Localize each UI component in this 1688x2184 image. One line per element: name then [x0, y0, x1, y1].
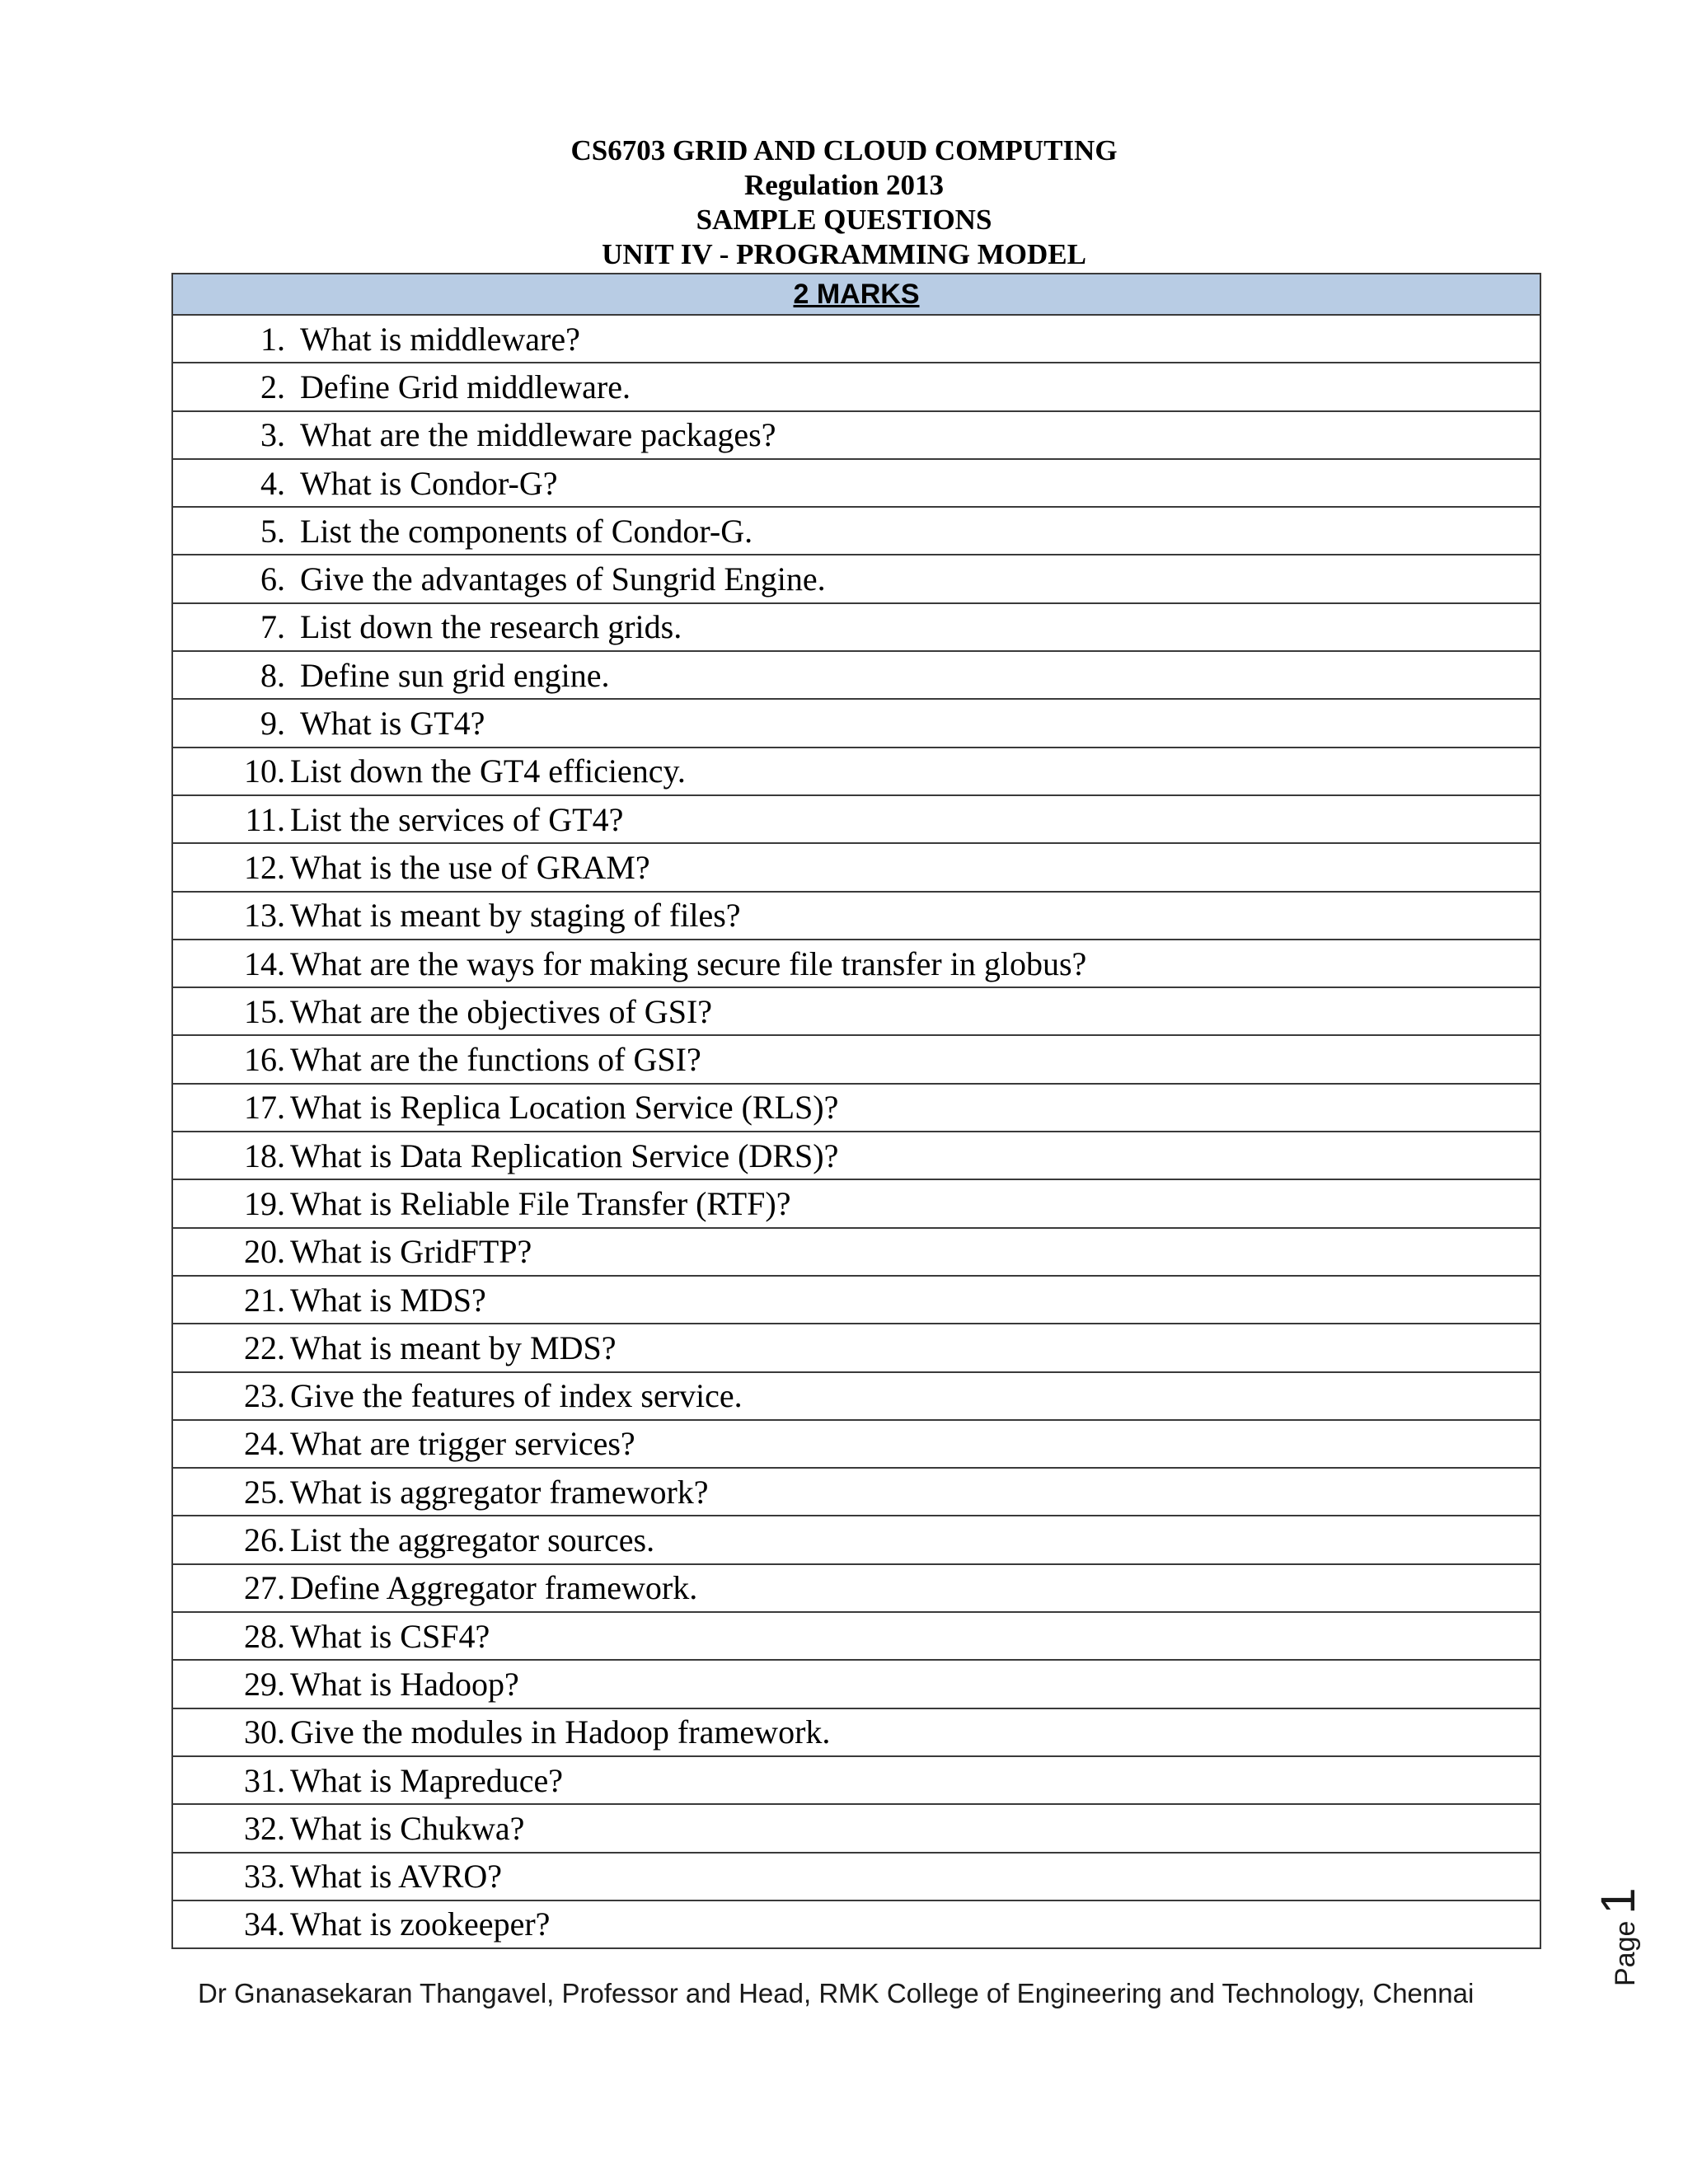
- question-number: 11.: [245, 800, 285, 838]
- question-text: What is Data Replication Service (DRS)?: [290, 1137, 839, 1174]
- question-number: 10.: [244, 752, 285, 790]
- question-number: 33.: [244, 1858, 285, 1896]
- question-text: What is zookeeper?: [290, 1905, 551, 1943]
- question-text: What is meant by MDS?: [290, 1329, 617, 1366]
- question-number: 23.: [244, 1377, 285, 1415]
- table-row: [172, 459, 1540, 507]
- question-number: 32.: [244, 1809, 285, 1847]
- question-number: 12.: [244, 848, 285, 886]
- table-header-row: [172, 274, 1540, 315]
- table-row: [172, 1179, 1540, 1227]
- question-cell: [172, 940, 1540, 987]
- question-number: 1.: [260, 320, 285, 358]
- question-text: What is CSF4?: [290, 1617, 490, 1655]
- question-cell: [172, 1756, 1540, 1804]
- question-text: What is aggregator framework?: [290, 1473, 709, 1511]
- question-number: 4.: [260, 464, 285, 502]
- question-text: Define Grid middleware.: [300, 368, 631, 405]
- question-text: What is GridFTP?: [290, 1233, 532, 1271]
- table-row: [172, 1756, 1540, 1804]
- question-cell: [172, 1564, 1540, 1612]
- question-number: 31.: [244, 1761, 285, 1799]
- question-cell: [172, 411, 1540, 459]
- question-text: What is Chukwa?: [290, 1809, 525, 1847]
- question-cell: [172, 1179, 1540, 1227]
- question-number: 13.: [244, 897, 285, 935]
- table-row: [172, 795, 1540, 843]
- table-row: [172, 1900, 1540, 1948]
- question-number: 14.: [244, 944, 285, 982]
- question-text: What is the use of GRAM?: [290, 848, 650, 886]
- table-row: [172, 892, 1540, 940]
- table-row: [172, 555, 1540, 602]
- table-row: [172, 363, 1540, 410]
- question-number: 16.: [244, 1041, 285, 1079]
- question-text: What are the functions of GSI?: [290, 1041, 701, 1079]
- question-number: 25.: [244, 1473, 285, 1511]
- question-cell: [172, 892, 1540, 940]
- question-cell: [172, 1420, 1540, 1468]
- question-number: 2.: [260, 368, 285, 405]
- question-text: Define sun grid engine.: [300, 656, 610, 694]
- table-row: [172, 603, 1540, 651]
- question-cell: [172, 507, 1540, 555]
- question-number: 34.: [244, 1905, 285, 1943]
- footer-author: Dr Gnanasekaran Thangavel, Professor and Head, RMK College of Engineering and Technology, Chennai: [198, 1978, 1475, 2008]
- page-label: Page: [1610, 1920, 1641, 1986]
- question-text: What are the objectives of GSI?: [290, 992, 713, 1030]
- question-text: Define Aggregator framework.: [290, 1569, 698, 1607]
- question-cell: [172, 1132, 1540, 1179]
- table-row: [172, 1612, 1540, 1660]
- question-cell: [172, 1804, 1540, 1852]
- question-cell: [172, 1372, 1540, 1420]
- question-cell: [172, 843, 1540, 891]
- table-row: [172, 1853, 1540, 1900]
- table-row: [172, 843, 1540, 891]
- table-row: [172, 1468, 1540, 1516]
- document-type: SAMPLE QUESTIONS: [696, 204, 992, 236]
- question-cell: [172, 1084, 1540, 1132]
- question-cell: [172, 699, 1540, 747]
- question-cell: [172, 1324, 1540, 1371]
- question-cell: [172, 1900, 1540, 1948]
- question-number: 19.: [244, 1184, 285, 1222]
- question-number: 5.: [260, 512, 285, 550]
- table-row: [172, 699, 1540, 747]
- question-text: What is Mapreduce?: [290, 1761, 563, 1799]
- question-cell: [172, 1853, 1540, 1900]
- questions-body: [172, 315, 1540, 1948]
- question-text: List the aggregator sources.: [290, 1521, 655, 1559]
- table-row: [172, 1708, 1540, 1756]
- question-number: 24.: [244, 1425, 285, 1463]
- question-number: 3.: [260, 416, 285, 454]
- question-cell: [172, 1228, 1540, 1276]
- question-text: What is Condor-G?: [300, 464, 558, 502]
- question-cell: [172, 1035, 1540, 1083]
- page-marker: [1591, 1879, 1657, 1986]
- question-text: Give the advantages of Sungrid Engine.: [300, 560, 826, 598]
- question-cell: [172, 363, 1540, 410]
- question-cell: [172, 987, 1540, 1035]
- question-number: 22.: [244, 1329, 285, 1366]
- question-number: 30.: [244, 1713, 285, 1751]
- table-row: [172, 651, 1540, 699]
- question-text: Give the modules in Hadoop framework.: [290, 1713, 831, 1751]
- question-cell: [172, 1276, 1540, 1324]
- table-row: [172, 411, 1540, 459]
- question-text: What is Hadoop?: [290, 1665, 519, 1703]
- table-row: [172, 1228, 1540, 1276]
- regulation-line: Regulation 2013: [743, 169, 945, 201]
- question-text: What are the middleware packages?: [300, 416, 776, 454]
- table-row: [172, 940, 1540, 987]
- table-row: [172, 1564, 1540, 1612]
- table-row: [172, 1324, 1540, 1371]
- question-number: 28.: [244, 1617, 285, 1655]
- question-number: 27.: [244, 1569, 285, 1607]
- question-number: 29.: [244, 1665, 285, 1703]
- question-text: What is Reliable File Transfer (RTF)?: [290, 1184, 791, 1222]
- table-row: [172, 748, 1540, 795]
- question-text: What are trigger services?: [290, 1425, 635, 1463]
- course-title: CS6703 GRID AND CLOUD COMPUTING: [570, 134, 1118, 166]
- question-cell: [172, 1468, 1540, 1516]
- section-heading: 2 MARKS: [172, 274, 1540, 315]
- question-cell: [172, 1660, 1540, 1708]
- question-number: 26.: [244, 1521, 285, 1559]
- question-text: What is Replica Location Service (RLS)?: [290, 1089, 839, 1127]
- table-row: [172, 1372, 1540, 1420]
- question-text: What is middleware?: [300, 320, 580, 358]
- table-row: [172, 1804, 1540, 1852]
- question-text: List the services of GT4?: [290, 800, 624, 838]
- question-text: What is MDS?: [290, 1281, 486, 1319]
- table-row: [172, 1084, 1540, 1132]
- question-text: List the components of Condor-G.: [300, 512, 753, 550]
- question-cell: [172, 651, 1540, 699]
- table-row: [172, 507, 1540, 555]
- question-text: What is GT4?: [300, 705, 485, 743]
- question-number: 7.: [260, 608, 285, 646]
- question-cell: [172, 459, 1540, 507]
- question-cell: [172, 1516, 1540, 1563]
- table-row: [172, 1420, 1540, 1468]
- unit-title: UNIT IV - PROGRAMMING MODEL: [602, 238, 1086, 270]
- table-row: [172, 1516, 1540, 1563]
- question-text: List down the research grids.: [300, 608, 682, 646]
- table-row: [172, 315, 1540, 363]
- table-row: [172, 1660, 1540, 1708]
- question-cell: [172, 748, 1540, 795]
- table-row: [172, 1035, 1540, 1083]
- question-cell: [172, 1708, 1540, 1756]
- question-cell: [172, 1612, 1540, 1660]
- table-row: [172, 987, 1540, 1035]
- table-row: [172, 1276, 1540, 1324]
- question-cell: [172, 555, 1540, 602]
- question-number: 6.: [260, 560, 285, 598]
- question-text: What are the ways for making secure file transfer in globus?: [290, 944, 1087, 982]
- question-number: 18.: [244, 1137, 285, 1174]
- question-number: 21.: [244, 1281, 285, 1319]
- question-number: 8.: [260, 656, 285, 694]
- question-number: 15.: [244, 992, 285, 1030]
- question-text: List down the GT4 efficiency.: [290, 752, 686, 790]
- table-row: [172, 1132, 1540, 1179]
- questions-table: [171, 273, 1541, 1949]
- page-number: 1: [1592, 1887, 1645, 1915]
- question-text: What is AVRO?: [290, 1858, 503, 1896]
- question-cell: [172, 795, 1540, 843]
- question-cell: [172, 315, 1540, 363]
- question-text: Give the features of index service.: [290, 1377, 743, 1415]
- document-header: [0, 134, 1688, 272]
- question-number: 9.: [260, 705, 285, 743]
- question-text: What is meant by staging of files?: [290, 897, 741, 935]
- question-number: 20.: [244, 1233, 285, 1271]
- question-number: 17.: [244, 1089, 285, 1127]
- question-cell: [172, 603, 1540, 651]
